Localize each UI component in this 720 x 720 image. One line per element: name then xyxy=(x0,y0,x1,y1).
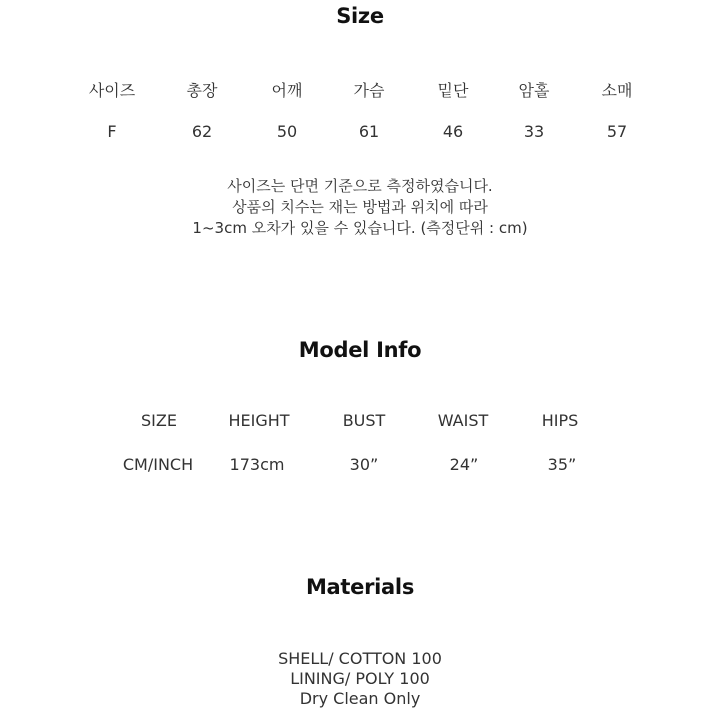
size-header-cell: 총장 xyxy=(186,81,218,100)
model-info-header-cell: SIZE xyxy=(141,411,177,430)
size-title: Size xyxy=(336,4,384,28)
size-value-cell: 62 xyxy=(191,122,213,141)
size-value-cell: 46 xyxy=(442,122,464,141)
materials-line: SHELL/ COTTON 100 xyxy=(278,649,442,668)
size-header-cell: 소매 xyxy=(601,81,633,100)
size-value-cell: F xyxy=(107,122,117,141)
size-header-cell: 어깨 xyxy=(271,81,303,100)
model-info-value-cell: 35” xyxy=(547,455,577,474)
model-info-header-cell: WAIST xyxy=(437,411,489,430)
size-header-cell: 가슴 xyxy=(353,81,385,100)
size-note-line: 상품의 치수는 재는 방법과 위치에 따라 xyxy=(232,198,488,216)
size-value-cell: 61 xyxy=(358,122,380,141)
size-value-cell: 50 xyxy=(276,122,298,141)
materials-line: Dry Clean Only xyxy=(299,689,421,708)
size-note-line: 1~3cm 오차가 있을 수 있습니다. (측정단위 : cm) xyxy=(192,219,528,237)
size-header-cell: 밑단 xyxy=(437,81,469,100)
size-value-cell: 33 xyxy=(523,122,545,141)
materials-title: Materials xyxy=(305,575,415,599)
size-value-cell: 57 xyxy=(606,122,628,141)
size-header-cell: 사이즈 xyxy=(88,81,136,100)
model-info-header-cell: HEIGHT xyxy=(228,411,290,430)
model-info-value-cell: 24” xyxy=(449,455,479,474)
model-info-value-cell: CM/INCH xyxy=(122,455,194,474)
model-info-value-cell: 30” xyxy=(349,455,379,474)
model-info-title: Model Info xyxy=(298,338,422,362)
model-info-header-cell: HIPS xyxy=(541,411,579,430)
model-info-value-cell: 173cm xyxy=(229,455,285,474)
model-info-header-cell: BUST xyxy=(342,411,386,430)
size-header-cell: 암홀 xyxy=(518,81,550,100)
materials-line: LINING/ POLY 100 xyxy=(290,669,430,688)
size-note-line: 사이즈는 단면 기준으로 측정하였습니다. xyxy=(227,177,493,195)
